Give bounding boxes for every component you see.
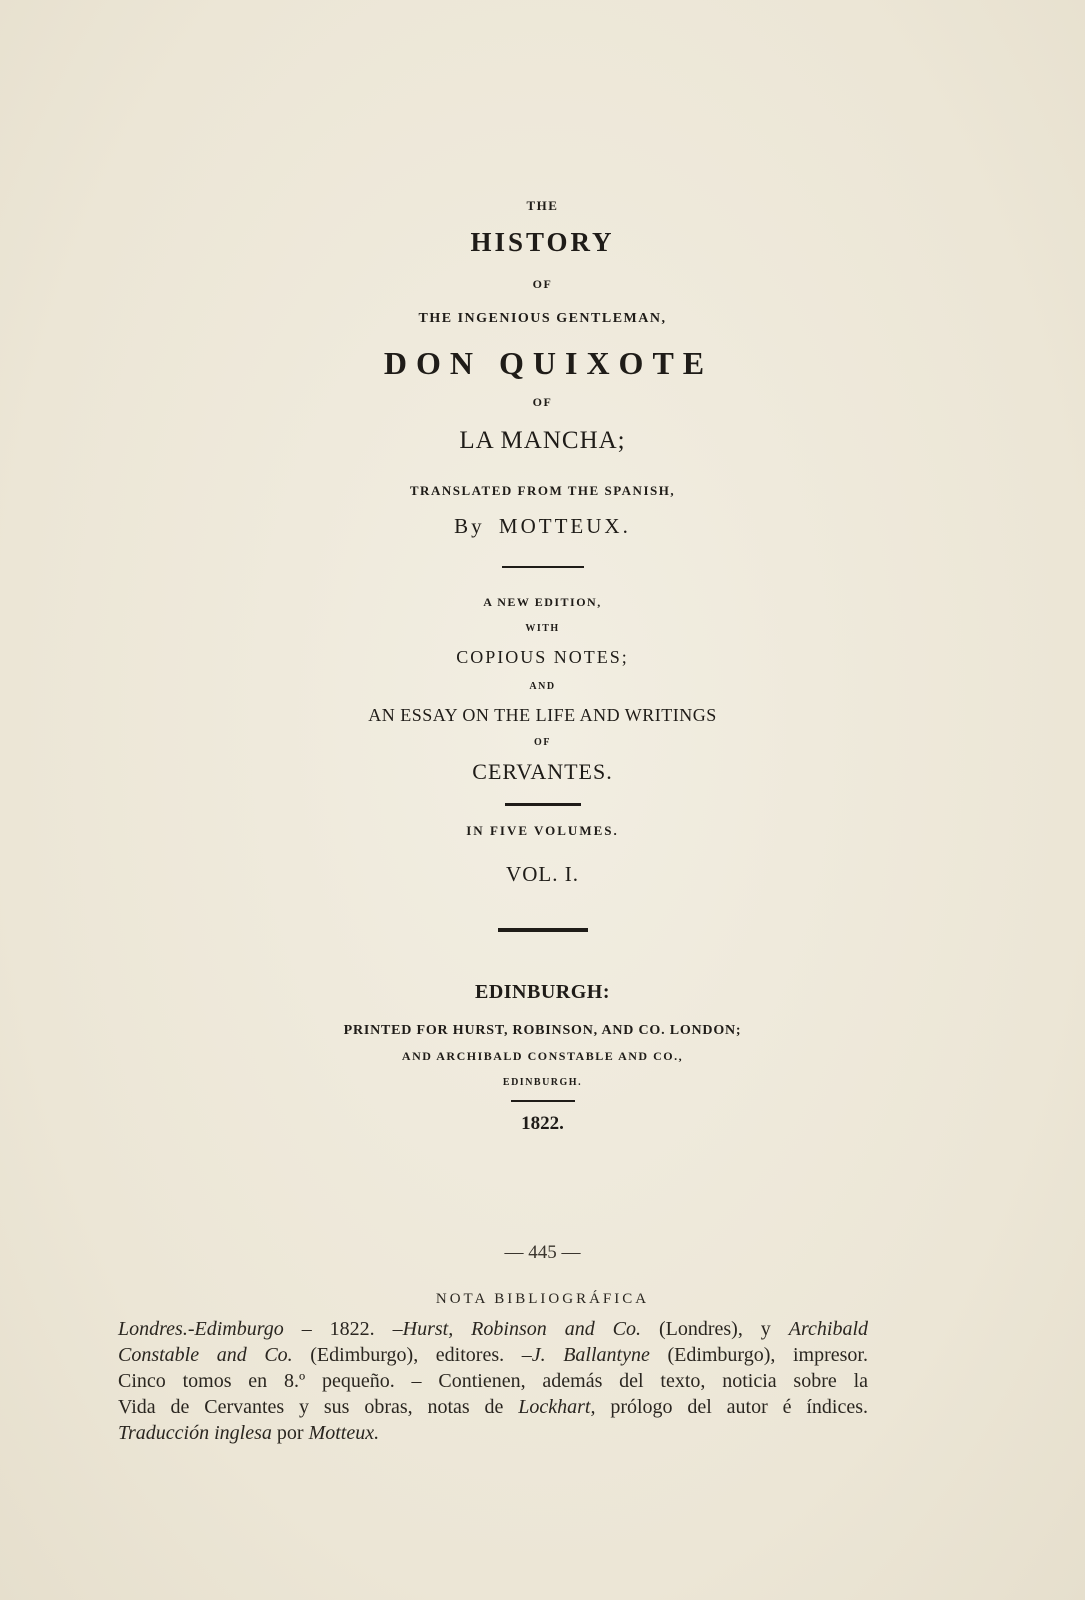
rule-1 — [502, 566, 584, 568]
title-vol: VOL. I. — [506, 862, 579, 886]
rule-3 — [498, 928, 588, 932]
rule-4 — [511, 1100, 575, 1102]
note-line-1: Londres.-Edimburgo – 1822. –Hurst, Robinson and Co. (Londres), y Archibald — [118, 1318, 868, 1340]
imprint-year: 1822. — [521, 1113, 564, 1134]
imprint-archibald: AND ARCHIBALD CONSTABLE AND CO., — [401, 1049, 684, 1063]
page-number: — 445 — — [504, 1242, 581, 1263]
title-and: AND — [529, 681, 556, 692]
title-with: WITH — [525, 623, 560, 634]
title-essay: AN ESSAY ON THE LIFE AND WRITINGS — [368, 705, 717, 725]
title-by-motteux — [0, 516, 1085, 537]
title-copious-notes: COPIOUS NOTES; — [456, 647, 629, 667]
by-label: By — [454, 514, 485, 538]
title-new-edition: A NEW EDITION, — [483, 595, 602, 609]
title-don-quixote: DON QUIXOTE — [383, 345, 714, 381]
note-line-2: Constable and Co. (Edimburgo), editores. –J. Ballantyne (Edimburgo), impresor. — [118, 1344, 868, 1366]
note-line-4: Vida de Cervantes y sus obras, notas de Lockhart, prólogo del autor é índices. — [118, 1396, 868, 1418]
title-history: HISTORY — [470, 227, 615, 257]
imprint-printed-for: PRINTED FOR HURST, ROBINSON, AND CO. LONDON; — [343, 1023, 742, 1038]
title-cervantes: CERVANTES. — [472, 759, 613, 784]
note-line-3: Cinco tomos en 8.º pequeño. – Contienen, además del texto, noticia sobre la — [118, 1370, 868, 1392]
imprint-city: EDINBURGH: — [474, 981, 610, 1003]
imprint-edinburgh: EDINBURGH. — [502, 1077, 583, 1088]
title-la-mancha: LA MANCHA; — [459, 427, 626, 454]
title-volumes: IN FIVE VOLUMES. — [466, 823, 619, 838]
note-body — [118, 1316, 868, 1446]
note-line-5: Traducción inglesa por Motteux. — [118, 1422, 380, 1444]
by-name: MOTTEUX. — [498, 514, 631, 538]
title-the: THE — [526, 198, 559, 213]
title-translated: TRANSLATED FROM THE SPANISH, — [409, 483, 676, 498]
title-ingenious-gentleman: THE INGENIOUS GENTLEMAN, — [418, 311, 667, 326]
rule-2 — [505, 803, 581, 806]
title-of-2: OF — [532, 395, 553, 409]
note-heading: NOTA BIBLIOGRÁFICA — [435, 1291, 650, 1307]
title-of-1: OF — [532, 277, 553, 291]
title-of-3: OF — [534, 737, 551, 748]
